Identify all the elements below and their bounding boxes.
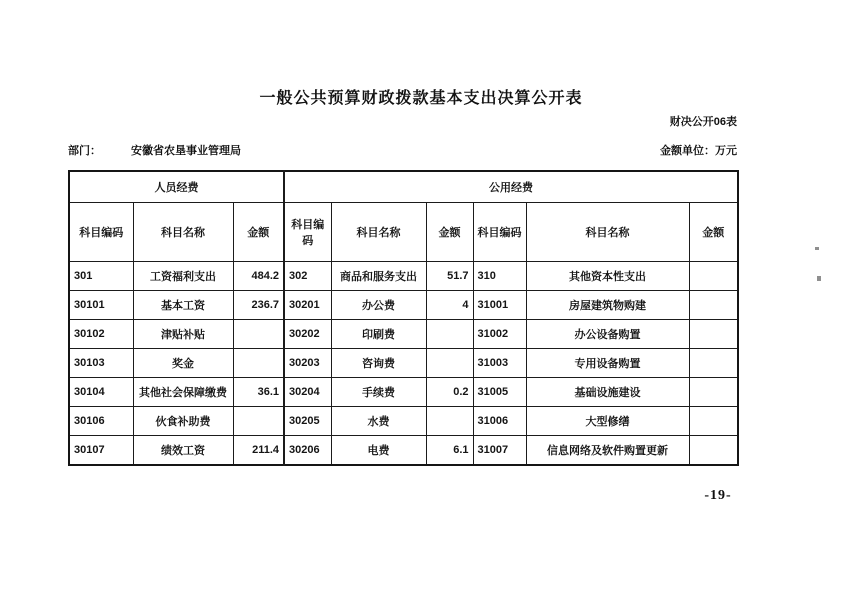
subject-code-cell: 31007 bbox=[473, 436, 526, 465]
subject-name-cell: 工资福利支出 bbox=[133, 262, 233, 291]
column-header-subject-name-1: 科目名称 bbox=[133, 203, 233, 262]
column-header-subject-name-3: 科目名称 bbox=[526, 203, 689, 262]
table-body bbox=[69, 262, 738, 465]
subject-code-cell: 302 bbox=[284, 262, 331, 291]
page-title: 一般公共预算财政拨款基本支出决算公开表 bbox=[259, 90, 583, 107]
subject-code-cell: 31003 bbox=[473, 349, 526, 378]
amount-cell bbox=[233, 407, 284, 436]
table-row bbox=[69, 407, 738, 436]
subject-name-cell: 大型修缮 bbox=[526, 407, 689, 436]
amount-cell bbox=[426, 349, 473, 378]
group-header-personnel: 人员经费 bbox=[69, 171, 284, 203]
amount-cell bbox=[426, 320, 473, 349]
meta-row bbox=[68, 142, 737, 158]
page-number: -19- bbox=[704, 488, 732, 503]
subject-code-cell: 30107 bbox=[69, 436, 133, 465]
budget-table bbox=[68, 170, 739, 466]
scan-artifact bbox=[815, 247, 819, 250]
subject-name-cell: 水费 bbox=[331, 407, 426, 436]
subject-code-cell: 31001 bbox=[473, 291, 526, 320]
table-row bbox=[69, 349, 738, 378]
subject-name-cell: 专用设备购置 bbox=[526, 349, 689, 378]
department-line bbox=[68, 142, 241, 158]
subject-code-cell: 31005 bbox=[473, 378, 526, 407]
subject-name-cell: 其他社会保障缴费 bbox=[133, 378, 233, 407]
subject-code-cell: 30103 bbox=[69, 349, 133, 378]
subject-name-cell: 津贴补贴 bbox=[133, 320, 233, 349]
column-header-subject-name-2: 科目名称 bbox=[331, 203, 426, 262]
amount-cell bbox=[233, 349, 284, 378]
amount-cell: 36.1 bbox=[233, 378, 284, 407]
scan-artifact bbox=[817, 276, 821, 281]
subject-code-cell: 301 bbox=[69, 262, 133, 291]
subject-code-cell: 30101 bbox=[69, 291, 133, 320]
subject-code-cell: 310 bbox=[473, 262, 526, 291]
subject-name-cell: 信息网络及软件购置更新 bbox=[526, 436, 689, 465]
column-header-amount-1: 金额 bbox=[233, 203, 284, 262]
subject-name-cell: 咨询费 bbox=[331, 349, 426, 378]
subject-code-cell: 31002 bbox=[473, 320, 526, 349]
column-header-subject-code-1: 科目编码 bbox=[69, 203, 133, 262]
subject-name-cell: 伙食补助费 bbox=[133, 407, 233, 436]
amount-cell: 236.7 bbox=[233, 291, 284, 320]
subject-name-cell: 手续费 bbox=[331, 378, 426, 407]
table-row bbox=[69, 436, 738, 465]
amount-cell bbox=[689, 291, 738, 320]
subject-code-cell: 30206 bbox=[284, 436, 331, 465]
amount-cell: 51.7 bbox=[426, 262, 473, 291]
group-header-public: 公用经费 bbox=[284, 171, 738, 203]
subject-name-cell: 奖金 bbox=[133, 349, 233, 378]
amount-cell: 4 bbox=[426, 291, 473, 320]
department-name: 安徽省农垦事业管理局 bbox=[131, 145, 241, 157]
amount-cell: 6.1 bbox=[426, 436, 473, 465]
amount-cell bbox=[689, 378, 738, 407]
subject-name-cell: 办公设备购置 bbox=[526, 320, 689, 349]
subject-name-cell: 基本工资 bbox=[133, 291, 233, 320]
subject-name-cell: 印刷费 bbox=[331, 320, 426, 349]
subject-name-cell: 绩效工资 bbox=[133, 436, 233, 465]
amount-cell: 211.4 bbox=[233, 436, 284, 465]
subject-code-cell: 30205 bbox=[284, 407, 331, 436]
table-row bbox=[69, 262, 738, 291]
column-header-amount-2: 金额 bbox=[426, 203, 473, 262]
subject-code-cell: 30102 bbox=[69, 320, 133, 349]
amount-cell: 484.2 bbox=[233, 262, 284, 291]
table-group-header-row bbox=[69, 171, 738, 203]
amount-unit-label: 金额单位：万元 bbox=[660, 145, 737, 157]
amount-cell: 0.2 bbox=[426, 378, 473, 407]
column-header-subject-code-2: 科目编码 bbox=[284, 203, 331, 262]
table-row bbox=[69, 320, 738, 349]
table-column-header-row bbox=[69, 203, 738, 262]
table-row bbox=[69, 378, 738, 407]
subject-code-cell: 31006 bbox=[473, 407, 526, 436]
subject-code-cell: 30204 bbox=[284, 378, 331, 407]
column-header-subject-code-3: 科目编码 bbox=[473, 203, 526, 262]
form-number-label: 财决公开06表 bbox=[669, 116, 737, 128]
budget-table-container bbox=[68, 170, 739, 466]
subject-name-cell: 商品和服务支出 bbox=[331, 262, 426, 291]
amount-cell bbox=[689, 407, 738, 436]
subject-name-cell: 房屋建筑物购建 bbox=[526, 291, 689, 320]
subject-code-cell: 30106 bbox=[69, 407, 133, 436]
subject-code-cell: 30201 bbox=[284, 291, 331, 320]
amount-cell bbox=[689, 436, 738, 465]
subject-code-cell: 30203 bbox=[284, 349, 331, 378]
amount-cell bbox=[689, 349, 738, 378]
amount-cell bbox=[233, 320, 284, 349]
department-label: 部门： bbox=[68, 145, 101, 157]
subject-name-cell: 基础设施建设 bbox=[526, 378, 689, 407]
subject-code-cell: 30202 bbox=[284, 320, 331, 349]
subject-name-cell: 电费 bbox=[331, 436, 426, 465]
subject-name-cell: 其他资本性支出 bbox=[526, 262, 689, 291]
amount-cell bbox=[426, 407, 473, 436]
table-row bbox=[69, 291, 738, 320]
column-header-amount-3: 金额 bbox=[689, 203, 738, 262]
amount-cell bbox=[689, 320, 738, 349]
subject-code-cell: 30104 bbox=[69, 378, 133, 407]
amount-cell bbox=[689, 262, 738, 291]
subject-name-cell: 办公费 bbox=[331, 291, 426, 320]
